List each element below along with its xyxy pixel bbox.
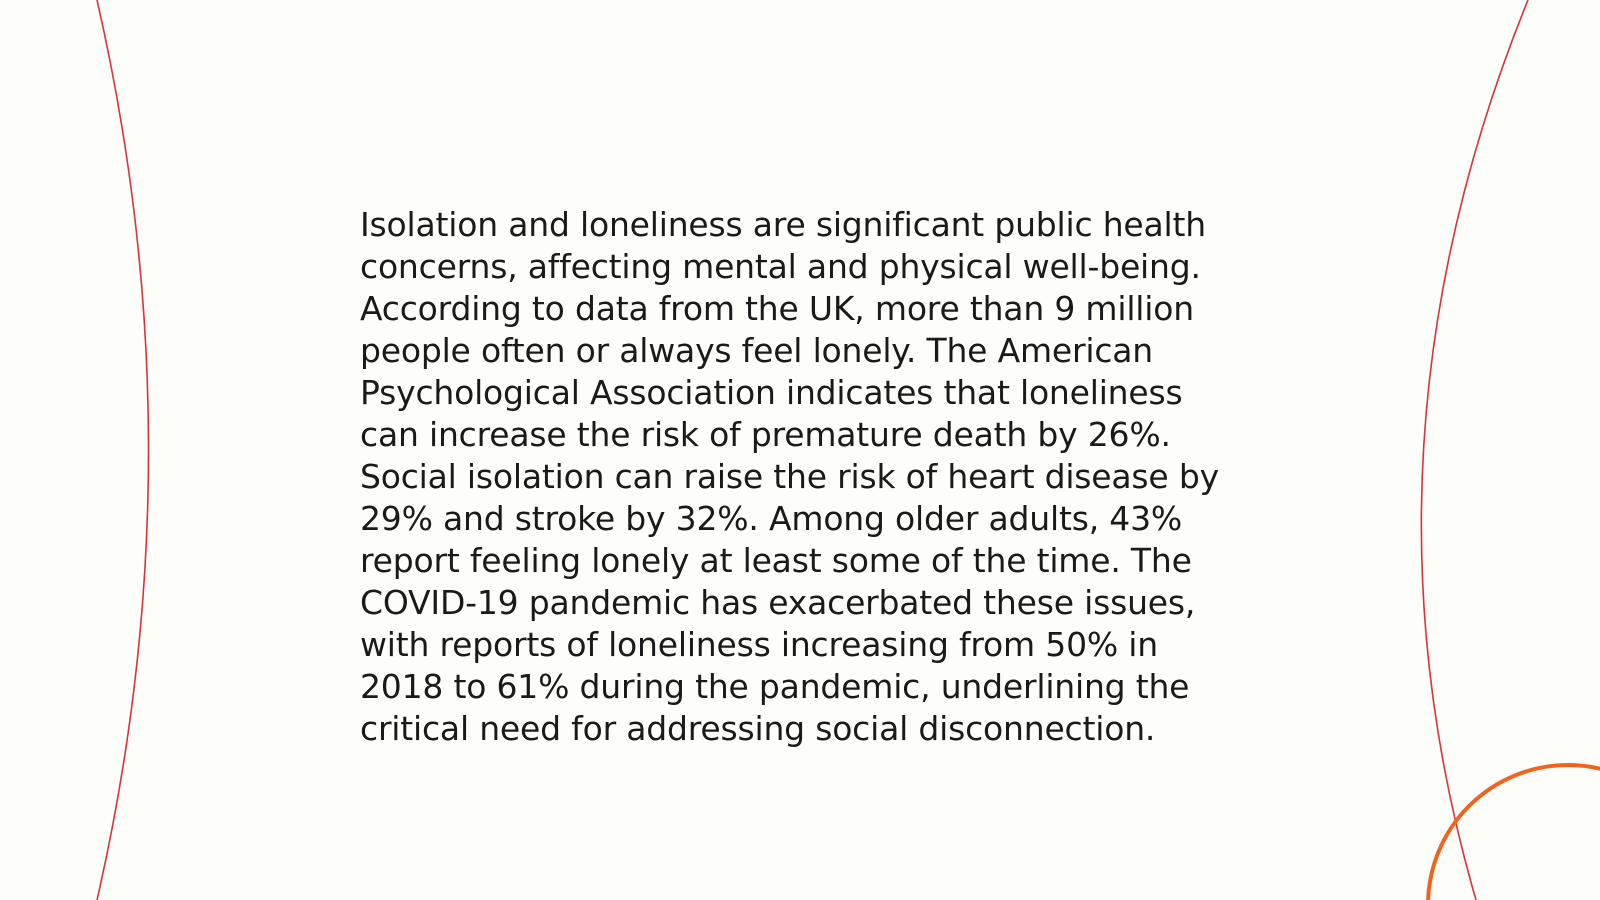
right-arc-line: [1421, 0, 1528, 900]
accent-circle: [1428, 765, 1600, 900]
left-arc-line: [97, 0, 149, 900]
body-paragraph: Isolation and loneliness are significant public health concerns, affecting mental and physical well-being. According to data from the UK, more than 9 million people often or always feel lonely. The American Psychological Association indicates that loneliness can increase the risk of premature death by 26%. Social isolation can raise the risk of heart disease by 29% and stroke by 32%. Among older adults, 43% report feeling lonely at least some of the time. The COVID-19 pandemic has exacerbated these issues, with reports of loneliness increasing from 50% in 2018 to 61% during the pandemic, underlining the critical need for addressing social disconnection.: [360, 205, 1219, 748]
